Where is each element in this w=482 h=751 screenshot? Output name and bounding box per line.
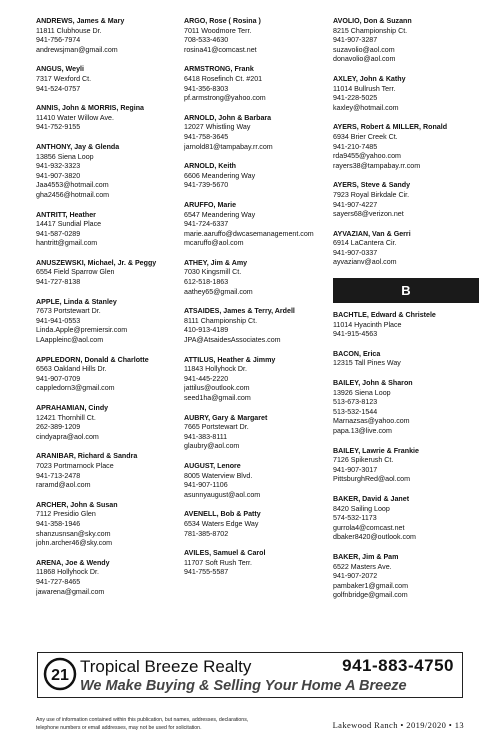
entry-phone: 941-356-8303 [184, 84, 229, 93]
entry-address: 7030 Kingsmill Ct. [184, 268, 242, 277]
entry-phone: 513-532-1544 [333, 407, 378, 416]
entry-address: 6547 Meandering Way [184, 210, 256, 219]
ad-phone-number: 941-883-4750 [342, 656, 454, 675]
entry-email: mcaruffo@aol.com [184, 239, 244, 248]
entry-name: AYVAZIAN, Van & Gerri [333, 229, 411, 238]
entry-address: 8111 Championship Ct. [184, 316, 258, 325]
section-letter-header: B [333, 278, 479, 303]
entry-phone: 941-907-3017 [333, 465, 378, 474]
directory-entry [36, 65, 182, 94]
entry-name: AUGUST, Lenore [184, 461, 241, 470]
directory-entry [36, 559, 182, 597]
entry-name: ANGUS, Weyli [36, 65, 84, 74]
entry-email: rayers38@tampabay.rr.com [333, 161, 421, 170]
entry-email: PittsburghRed@aol.com [333, 475, 410, 484]
entry-address: 6418 Rosefinch Ct. #201 [184, 74, 263, 83]
footer-disclaimer: Any use of information contained within this publication, but names, addresses, declarations, telephone numbers or email addresses, may not be used for solicitation. [36, 717, 249, 731]
entry-phone: 513-673-8123 [333, 398, 378, 407]
directory-entry [333, 447, 479, 485]
entry-email: cappledorn3@gmail.com [36, 384, 115, 393]
advertisement-banner [37, 652, 463, 698]
entry-address: 11843 Hollyhock Dr. [184, 365, 247, 374]
entry-email: Marnazsas@yahoo.com [333, 417, 410, 426]
entry-phone: 708-533-4630 [184, 36, 229, 45]
entry-name: APRAHAMIAN, Cindy [36, 404, 109, 412]
entry-name: ATHEY, Jim & Amy [184, 258, 248, 267]
directory-entry [184, 414, 330, 452]
entry-address: 6606 Meandering Way [184, 171, 256, 180]
entry-address: 6534 Waters Edge Way [184, 519, 259, 528]
entry-phone: 941-907-1106 [184, 481, 228, 490]
entry-address: 6522 Masters Ave. [333, 562, 392, 571]
entry-phone: 941-358-1946 [36, 519, 81, 528]
entry-email: jawarena@gmail.com [36, 587, 105, 596]
entry-phone: 941-524-0757 [36, 84, 81, 93]
entry-name: BAKER, Jim & Pam [333, 552, 399, 561]
entry-address: 7317 Wexford Ct. [36, 74, 92, 83]
entry-name: ARENA, Joe & Wendy [36, 558, 110, 567]
entry-name: APPLE, Linda & Stanley [36, 297, 117, 306]
entry-name: ANTRITT, Heather [36, 210, 96, 219]
entry-phone: 941-907-0337 [333, 248, 378, 257]
entry-name: AVOLIO, Don & Suzann [333, 17, 412, 25]
directory-entry [333, 553, 479, 601]
directory-entry [184, 65, 330, 103]
directory-entry [36, 356, 182, 394]
entry-address: 11811 Clubhouse Dr. [36, 26, 102, 35]
entry-name: BACON, Erica [333, 349, 381, 358]
entry-phone: 262-389-1209 [36, 423, 81, 432]
entry-name: ARUFFO, Marie [184, 200, 237, 209]
directory-entry [184, 162, 330, 191]
entry-phone: 941-210-7485 [333, 142, 378, 151]
entry-email: marie.aaruffo@dwcasemanagement.com [184, 229, 314, 238]
entry-email: pambaker1@gmail.com [333, 581, 409, 590]
entry-email: sayers68@verizon.net [333, 210, 404, 219]
entry-phone: 941-587-0289 [36, 229, 81, 238]
entry-name: ARNOLD, Keith [184, 162, 237, 171]
entry-phone: 941-752-9155 [36, 123, 81, 132]
entry-email: rosina41@comcast.net [184, 45, 257, 54]
entry-address: 11410 Water Willow Ave. [36, 113, 114, 122]
ad-tagline: We Make Buying & Selling Your Home A Breeze [80, 678, 407, 694]
directory-entry [333, 230, 479, 268]
entry-name: ARMSTRONG, Frank [184, 65, 254, 74]
directory-entry [184, 307, 330, 345]
entry-address: 11014 Bullrush Terr. [333, 84, 396, 93]
footer-publication-info: Lakewood Ranch • 2019/2020 • 13 [332, 720, 464, 730]
entry-phone: 941-756-7974 [36, 36, 81, 45]
entry-name: ANTHONY, Jay & Glenda [36, 142, 120, 151]
directory-column-3 [333, 17, 479, 611]
entry-name: ARANIBAR, Richard & Sandra [36, 452, 138, 461]
entry-phone: 941-727-8138 [36, 278, 81, 287]
entry-address: 8005 Waterview Blvd. [184, 471, 253, 480]
directory-entry [184, 549, 330, 578]
entry-address: 11707 Soft Rush Terr. [184, 558, 252, 567]
directory-entry [333, 350, 479, 369]
entry-address: 7023 Portmarnock Place [36, 461, 114, 470]
entry-address: 12315 Tall Pines Way [333, 359, 401, 368]
directory-entry [36, 211, 182, 249]
entry-address: 13856 Siena Loop [36, 152, 94, 161]
entry-email: gha2456@hotmail.com [36, 190, 110, 199]
entry-email: dbaker8420@outlook.com [333, 533, 416, 542]
entry-email: andrewsjman@gmail.com [36, 45, 118, 54]
directory-column-1 [36, 17, 182, 607]
entry-phone: 941-445-2220 [184, 374, 229, 383]
entry-name: AYERS, Steve & Sandy [333, 181, 411, 190]
directory-entry [184, 356, 330, 404]
directory-entry [184, 462, 330, 500]
entry-phone: 941-228-5025 [333, 94, 378, 103]
entry-name: APPLEDORN, Donald & Charlotte [36, 355, 149, 364]
entry-email: ayvazianv@aol.com [333, 258, 397, 267]
entry-phone: 941-907-4227 [333, 200, 378, 209]
entry-phone: 410-913-4189 [184, 326, 229, 335]
entry-email: golfnbridge@gmail.com [333, 591, 408, 600]
entry-address: 11014 Hyacinth Place [333, 320, 402, 329]
entry-address: 7126 Spikerush Ct. [333, 456, 394, 465]
entry-name: BAILEY, John & Sharon [333, 379, 413, 388]
entry-name: ARNOLD, John & Barbara [184, 113, 272, 122]
entry-email: raramd@aol.com [36, 481, 91, 490]
directory-entry [333, 311, 479, 340]
entry-email: gurrola4@comcast.net [333, 523, 405, 532]
entry-name: ANNIS, John & MORRIS, Regina [36, 104, 144, 113]
entry-email: asunnyaugust@aol.com [184, 490, 261, 499]
entry-phone: 941-739-5670 [184, 181, 229, 190]
entry-address: 14417 Sundial Place [36, 220, 102, 229]
directory-entry [36, 452, 182, 490]
entry-phone: 941-755-5587 [184, 568, 229, 577]
entry-email: jarnold81@tampabay.rr.com [184, 142, 273, 151]
entry-name: ATSAIDES, James & Terry, Ardell [184, 307, 295, 316]
entry-phone: 941-915-4563 [333, 330, 378, 339]
entry-phone: 941-907-2072 [333, 572, 378, 581]
entry-email: papa.13@live.com [333, 427, 392, 435]
entry-phone: 941-941-0553 [36, 316, 81, 325]
entry-phone: 941-907-3820 [36, 171, 81, 180]
entry-email: donavolio@aol.com [333, 55, 396, 64]
entry-address: 6934 Brier Creek Ct. [333, 132, 398, 141]
entry-name: ANDREWS, James & Mary [36, 17, 125, 25]
entry-email: JPA@AtsaidesAssociates.com [184, 336, 281, 345]
directory-entry [333, 379, 479, 437]
entry-name: AVILES, Samuel & Carol [184, 549, 266, 558]
entry-email: aathey65@gmail.com [184, 287, 253, 296]
directory-entry [333, 17, 479, 65]
entry-name: BACHTLE, Edward & Christele [333, 311, 436, 320]
entry-address: 8215 Championship Ct. [333, 26, 408, 35]
directory-entry [184, 259, 330, 297]
directory-entry [184, 17, 330, 55]
directory-entry [333, 123, 479, 171]
entry-email: kaxley@hotmail.com [333, 103, 399, 112]
directory-entry [36, 143, 182, 201]
directory-entry [333, 495, 479, 543]
directory-entry [36, 501, 182, 549]
entry-name: ARCHER, John & Susan [36, 500, 118, 509]
entry-phone: 574-532-1173 [333, 514, 377, 523]
entry-email: rda9455@yahoo.com [333, 152, 401, 161]
directory-entry [333, 181, 479, 219]
entry-phone: 941-713-2478 [36, 471, 81, 480]
entry-email: Linda.Apple@premiersir.com [36, 326, 128, 335]
entry-name: BAKER, David & Janet [333, 494, 410, 503]
entry-email: shanzusnsan@sky.com [36, 529, 111, 538]
directory-entry [36, 104, 182, 133]
entry-name: AUBRY, Gary & Margaret [184, 413, 268, 422]
entry-phone: 941-758-3645 [184, 132, 229, 141]
entry-email: Jaa4553@hotmail.com [36, 181, 109, 190]
entry-address: 7665 Portstewart Dr. [184, 423, 249, 432]
entry-name: ATTILUS, Heather & Jimmy [184, 355, 276, 364]
entry-email: jattilus@outlook.com [184, 384, 250, 393]
directory-entry [184, 510, 330, 539]
entry-address: 11868 Hollyhock Dr. [36, 568, 99, 577]
entry-email: suzavolio@aol.com [333, 45, 395, 54]
entry-name: ANUSZEWSKI, Michael, Jr. & Peggy [36, 258, 157, 267]
entry-email: LAappleinc@aol.com [36, 336, 104, 345]
entry-address: 6563 Oakland Hills Dr. [36, 365, 107, 374]
entry-email: seed1ha@gmail.com [184, 394, 251, 402]
directory-entry [184, 114, 330, 152]
entry-name: AYERS, Robert & MILLER, Ronald [333, 123, 448, 132]
entry-address: 6554 Field Sparrow Glen [36, 268, 115, 277]
directory-entry [36, 259, 182, 288]
entry-address: 7112 Presidio Glen [36, 510, 96, 519]
entry-name: ARGO, Rose ( Rosina ) [184, 17, 261, 25]
directory-entry [333, 75, 479, 113]
entry-phone: 941-932-3323 [36, 162, 81, 171]
entry-phone: 941-907-0709 [36, 374, 81, 383]
entry-email: pf.armstrong@yahoo.com [184, 94, 266, 103]
svg-text:21: 21 [51, 667, 69, 684]
entry-address: 7923 Royal Birkdale Cir. [333, 190, 410, 199]
entry-name: AXLEY, John & Kathy [333, 74, 406, 83]
entry-name: AVENELL, Bob & Patty [184, 510, 261, 519]
entry-address: 12027 Whistling Way [184, 123, 251, 132]
entry-phone: 941-907-3287 [333, 36, 378, 45]
entry-phone: 941-383-8111 [184, 432, 228, 441]
entry-phone: 781-385-8702 [184, 529, 229, 538]
entry-email: john.archer46@sky.com [36, 539, 113, 548]
entry-email: glaubry@aol.com [184, 442, 240, 451]
directory-column-2 [184, 17, 330, 588]
entry-phone: 612-518-1863 [184, 278, 229, 287]
directory-entry [184, 201, 330, 249]
entry-address: 7011 Woodmore Terr. [184, 26, 252, 35]
entry-email: cindyapra@aol.com [36, 432, 99, 441]
entry-email: hantritt@gmail.com [36, 239, 98, 248]
entry-phone: 941-724-6337 [184, 220, 229, 229]
century21-logo-icon [43, 657, 77, 691]
entry-address: 8420 Sailing Loop [333, 504, 390, 513]
directory-entry [36, 17, 182, 55]
entry-address: 13926 Siena Loop [333, 388, 391, 397]
directory-entry [36, 298, 182, 346]
entry-name: BAILEY, Lawrie & Frankie [333, 446, 419, 455]
directory-entry [36, 404, 182, 442]
entry-address: 6914 LaCantera Cir. [333, 239, 397, 248]
ad-company-name: Tropical Breeze Realty [80, 657, 252, 676]
entry-address: 7673 Portstewart Dr. [36, 307, 101, 316]
entry-address: 12421 Thornhill Ct. [36, 413, 96, 422]
entry-phone: 941-727-8465 [36, 577, 81, 586]
